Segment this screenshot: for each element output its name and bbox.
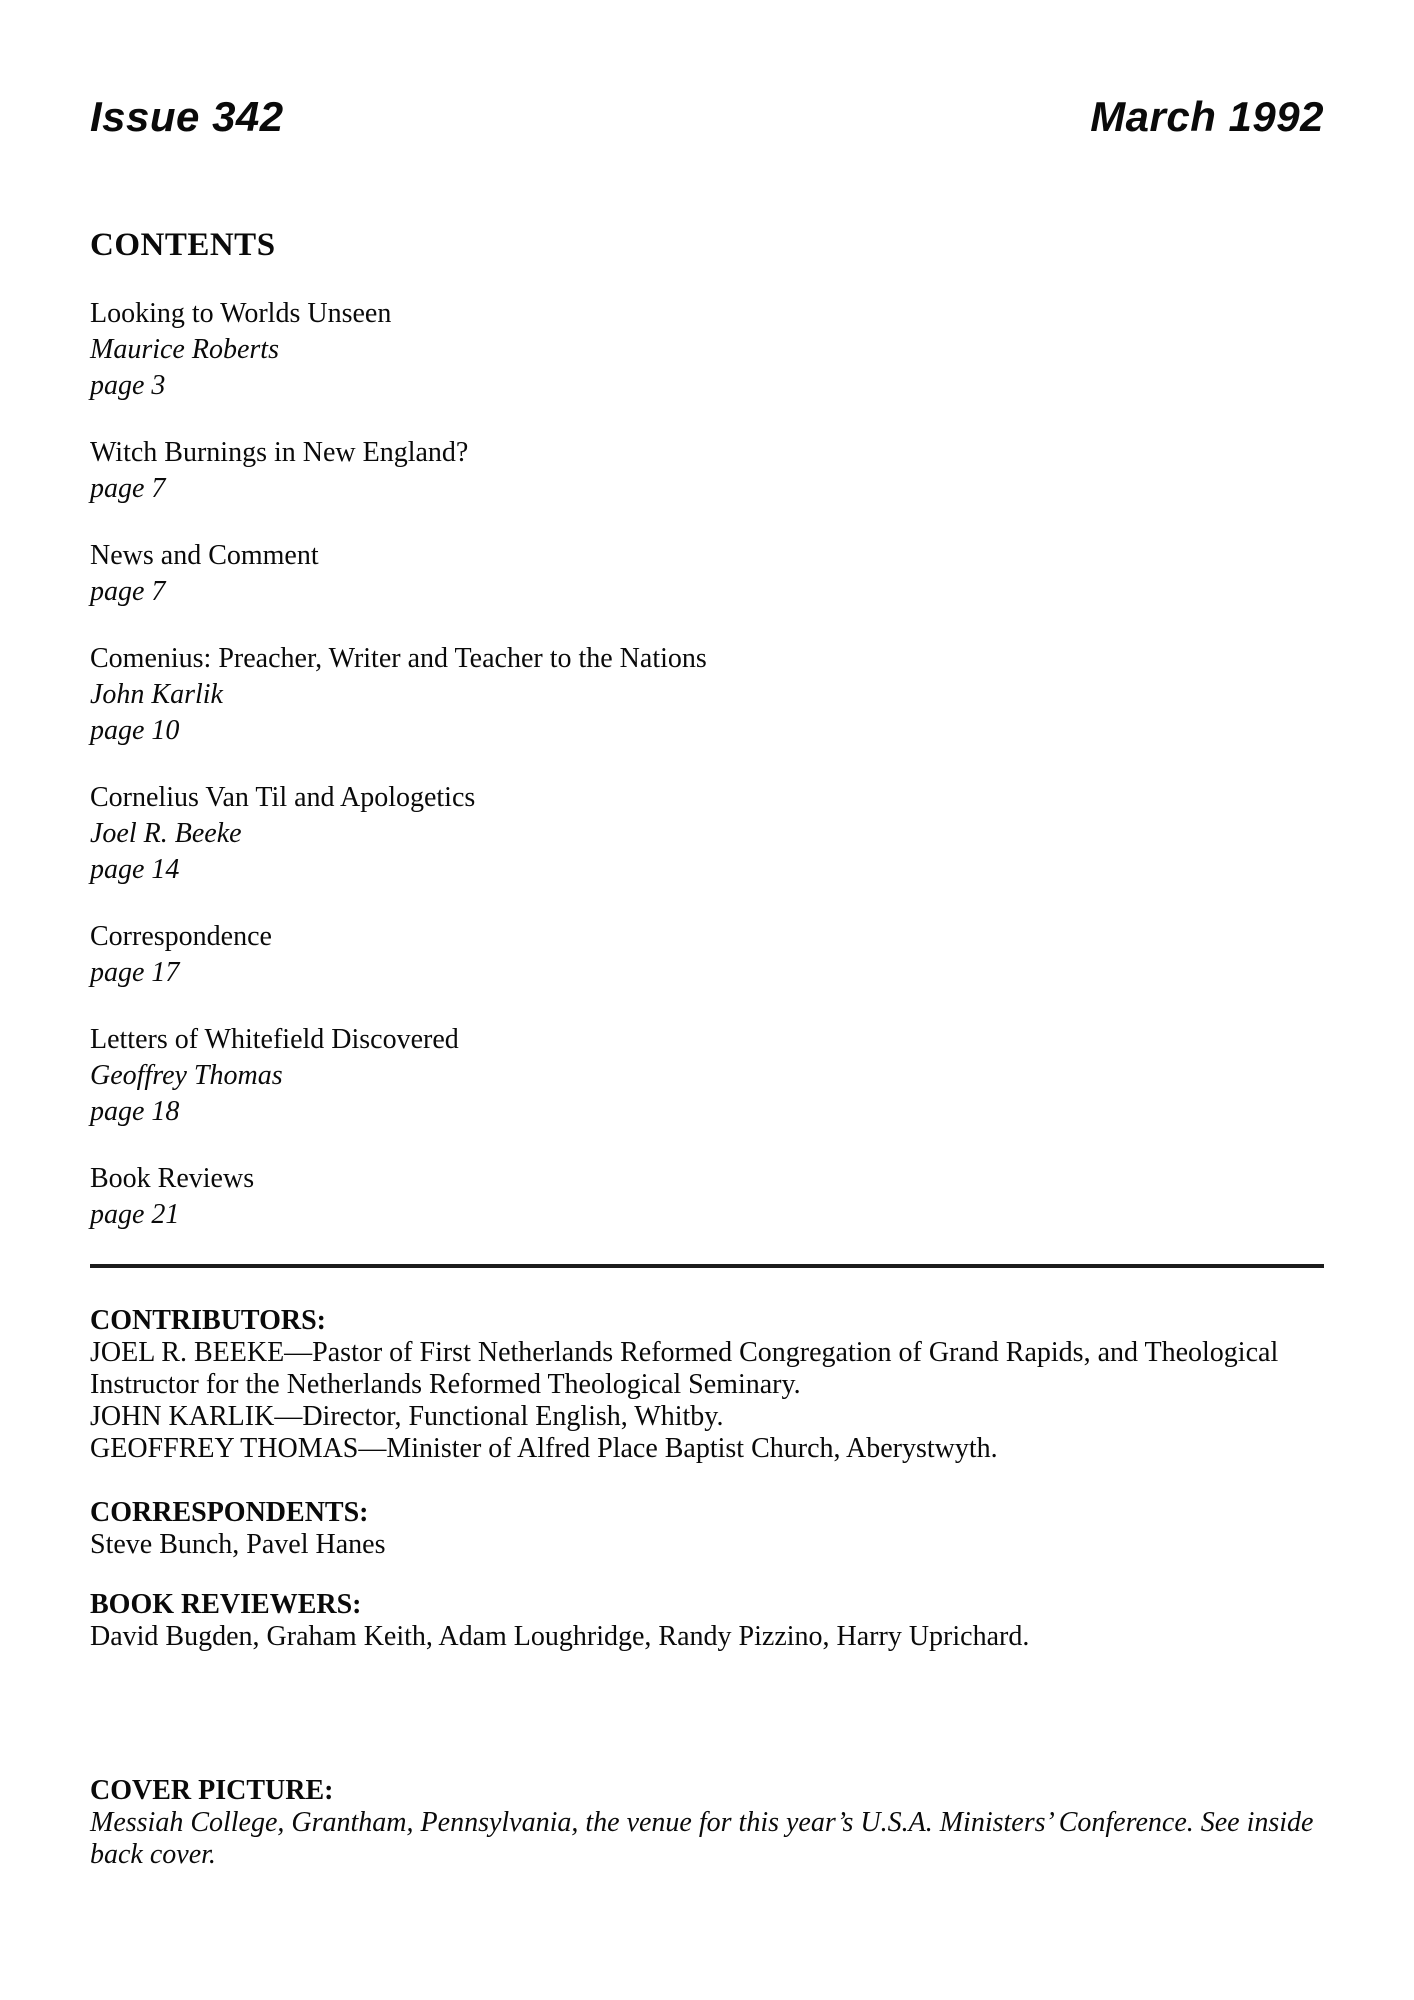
toc-item-page: page 7: [90, 472, 166, 504]
issue-date: March 1992: [1090, 93, 1324, 140]
toc-item-page: page 7: [90, 575, 166, 607]
toc-item-title: News and Comment: [90, 539, 319, 571]
toc-item-page: page 14: [90, 853, 180, 885]
cover-picture-heading: COVER PICTURE:: [90, 1774, 334, 1806]
toc-item: [90, 1022, 1324, 1130]
toc-item: [90, 641, 1324, 749]
contents-list: [90, 296, 1324, 1233]
correspondents-heading: CORRESPONDENTS:: [90, 1496, 369, 1528]
toc-item: [90, 780, 1324, 888]
toc-item: [90, 919, 1324, 991]
contributor-entry: GEOFFREY THOMAS—Minister of Alfred Place Baptist Church, Aberystwyth.: [90, 1432, 998, 1464]
toc-item-author: Geoffrey Thomas: [90, 1059, 283, 1091]
toc-item-page: page 3: [90, 369, 166, 401]
toc-item: [90, 435, 1324, 507]
toc-item-page: page 10: [90, 714, 180, 746]
contributors-heading: CONTRIBUTORS:: [90, 1304, 326, 1336]
toc-item-title: Cornelius Van Til and Apologetics: [90, 781, 476, 813]
correspondents-section: [90, 1497, 1324, 1561]
toc-item-page: page 18: [90, 1095, 180, 1127]
contents-heading: CONTENTS: [90, 227, 276, 264]
toc-item-page: page 21: [90, 1198, 180, 1230]
masthead: [90, 0, 1324, 142]
toc-item-author: Joel R. Beeke: [90, 817, 242, 849]
toc-item-title: Witch Burnings in New England?: [90, 436, 469, 468]
toc-item: [90, 296, 1324, 404]
toc-item-title: Comenius: Preacher, Writer and Teacher to the Nations: [90, 642, 707, 674]
toc-item-author: Maurice Roberts: [90, 333, 279, 365]
contributor-entry: JOEL R. BEEKE—Pastor of First Netherlands Reformed Congregation of Grand Rapids, and Theological Instructor for the Netherlands Reformed Theological Seminary.: [90, 1336, 1279, 1400]
contributors-section: [90, 1305, 1324, 1465]
toc-item-title: Correspondence: [90, 920, 272, 952]
toc-item-title: Letters of Whitefield Discovered: [90, 1023, 459, 1055]
toc-item-page: page 17: [90, 956, 180, 988]
book-reviewers-heading: BOOK REVIEWERS:: [90, 1588, 362, 1620]
book-reviewers-section: [90, 1589, 1324, 1653]
toc-item-title: Book Reviews: [90, 1162, 255, 1194]
toc-item: [90, 538, 1324, 610]
book-reviewers-names: David Bugden, Graham Keith, Adam Loughridge, Randy Pizzino, Harry Uprichard.: [90, 1620, 1030, 1652]
correspondents-names: Steve Bunch, Pavel Hanes: [90, 1528, 386, 1560]
issue-number: Issue 342: [90, 93, 284, 140]
divider-rule: [90, 1264, 1324, 1268]
toc-item-title: Looking to Worlds Unseen: [90, 297, 392, 329]
contributor-entry: JOHN KARLIK—Director, Functional English, Whitby.: [90, 1400, 724, 1432]
cover-picture-section: [90, 1775, 1324, 1871]
contributor-entries: [90, 1337, 1324, 1465]
cover-picture-description: Messiah College, Grantham, Pennsylvania, the venue for this year’s U.S.A. Ministers’ Conference. See inside back cover.: [90, 1806, 1314, 1870]
toc-item: [90, 1161, 1324, 1233]
toc-item-author: John Karlik: [90, 678, 223, 710]
